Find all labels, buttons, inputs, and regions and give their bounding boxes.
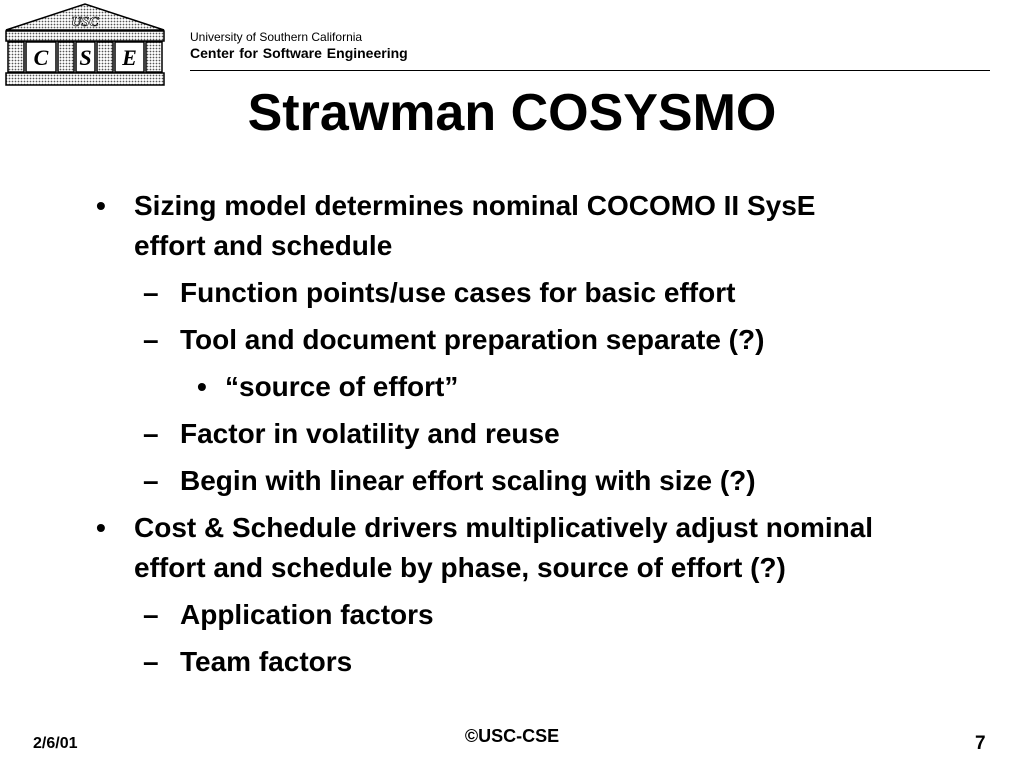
bullet-dot-icon: •: [96, 190, 106, 221]
bullet-item-level-1: [0, 186, 1024, 266]
bullet-text-line: “source of effort”: [225, 371, 459, 402]
bullet-dash-icon: –: [143, 324, 159, 355]
footer-date: 2/6/01: [33, 735, 78, 752]
bullet-dot-icon: •: [96, 512, 106, 543]
logo-usc-text: USC: [71, 15, 99, 30]
bullet-text-line: Begin with linear effort scaling with size (?): [180, 465, 756, 496]
logo-letter-s: S: [79, 45, 92, 70]
header-rule: [190, 70, 990, 71]
bullet-text-line: effort and schedule: [134, 230, 393, 261]
bullet-item-level-1: [0, 508, 1024, 588]
bullet-text-line: Team factors: [180, 646, 353, 677]
bullet-item-level-2: [0, 461, 1024, 501]
bullet-item-level-2: [0, 595, 1024, 635]
bullet-text-line: effort and schedule by phase, source of effort (?): [134, 552, 786, 583]
bullet-dot-icon: •: [197, 371, 207, 402]
center-name: Center for Software Engineering: [190, 45, 408, 61]
page-number: 7: [975, 733, 986, 754]
usc-cse-logo: [2, 2, 168, 90]
bullet-item-level-2: [0, 642, 1024, 682]
header: [190, 31, 408, 60]
bullet-item-level-2: [0, 414, 1024, 454]
bullet-list: [0, 186, 1024, 689]
bullet-text-line: Function points/use cases for basic effort: [180, 277, 736, 308]
logo-letter-e: E: [122, 45, 137, 70]
slide-title: Strawman COSYSMO: [247, 84, 777, 142]
bullet-dash-icon: –: [143, 646, 159, 677]
bullet-item-level-2: [0, 320, 1024, 360]
bullet-text-line: Sizing model determines nominal COCOMO II SysE: [134, 190, 816, 221]
bullet-text-line: Application factors: [180, 599, 434, 630]
bullet-text-line: Tool and document preparation separate (?): [180, 324, 765, 355]
footer-copyright: ©USC-CSE: [464, 726, 560, 746]
bullet-item-level-3: [0, 367, 1024, 407]
bullet-text-line: Cost & Schedule drivers multiplicatively adjust nominal: [134, 512, 874, 543]
bullet-dash-icon: –: [143, 599, 159, 630]
bullet-item-level-2: [0, 273, 1024, 313]
bullet-dash-icon: –: [143, 277, 159, 308]
bullet-dash-icon: –: [143, 465, 159, 496]
bullet-text-line: Factor in volatility and reuse: [180, 418, 560, 449]
university-name: University of Southern California: [190, 30, 363, 44]
bullet-dash-icon: –: [143, 418, 159, 449]
logo-letter-c: C: [33, 45, 49, 70]
